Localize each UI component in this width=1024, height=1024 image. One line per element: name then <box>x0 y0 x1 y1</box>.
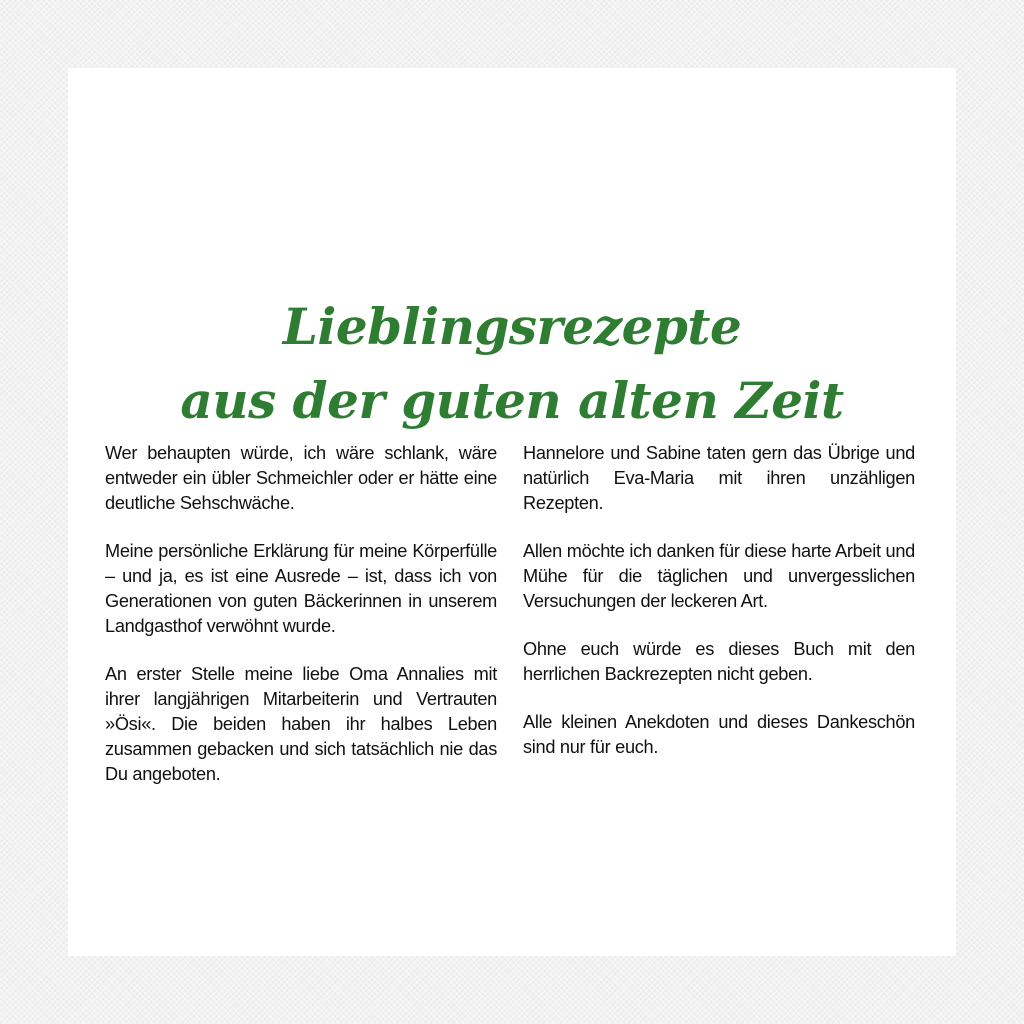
paragraph: Ohne euch würde es dieses Buch mit den herrlichen Backrezepten nicht geben. <box>523 639 915 684</box>
paragraph: Alle kleinen Anekdoten und dieses Dankeschön sind nur für euch. <box>523 712 915 757</box>
paragraph: Meine persönliche Erklärung für meine Körperfülle – und ja, es ist eine Ausrede – ist, dass ich von Generationen von guten Bäckerinnen in unserem Landgasthof verwöhnt wurde. <box>105 541 497 636</box>
left-text-column <box>105 441 497 810</box>
book-page <box>68 68 956 956</box>
paragraph: An erster Stelle meine liebe Oma Annalies mit ihrer langjährigen Mitarbeiterin und Vertrauten »Ösi«. Die beiden haben ihr halbes Leben zusammen gebacken und sich tatsächlich nie das Du angeboten. <box>105 664 497 784</box>
paragraph: Hannelore und Sabine taten gern das Übrige und natürlich Eva-Maria mit ihren unzähligen Rezepten. <box>523 443 915 513</box>
title-line-1: Lieblingsrezepte <box>282 297 742 356</box>
paragraph: Wer behaupten würde, ich wäre schlank, wäre entweder ein übler Schmeichler oder er hätte eine deutliche Sehschwäche. <box>105 443 497 513</box>
page-title <box>68 290 956 438</box>
paragraph: Allen möchte ich danken für diese harte Arbeit und Mühe für die täglichen und unvergesslichen Versuchungen der leckeren Art. <box>523 541 915 611</box>
right-text-column <box>523 441 915 783</box>
title-line-2: aus der guten alten Zeit <box>180 371 844 430</box>
